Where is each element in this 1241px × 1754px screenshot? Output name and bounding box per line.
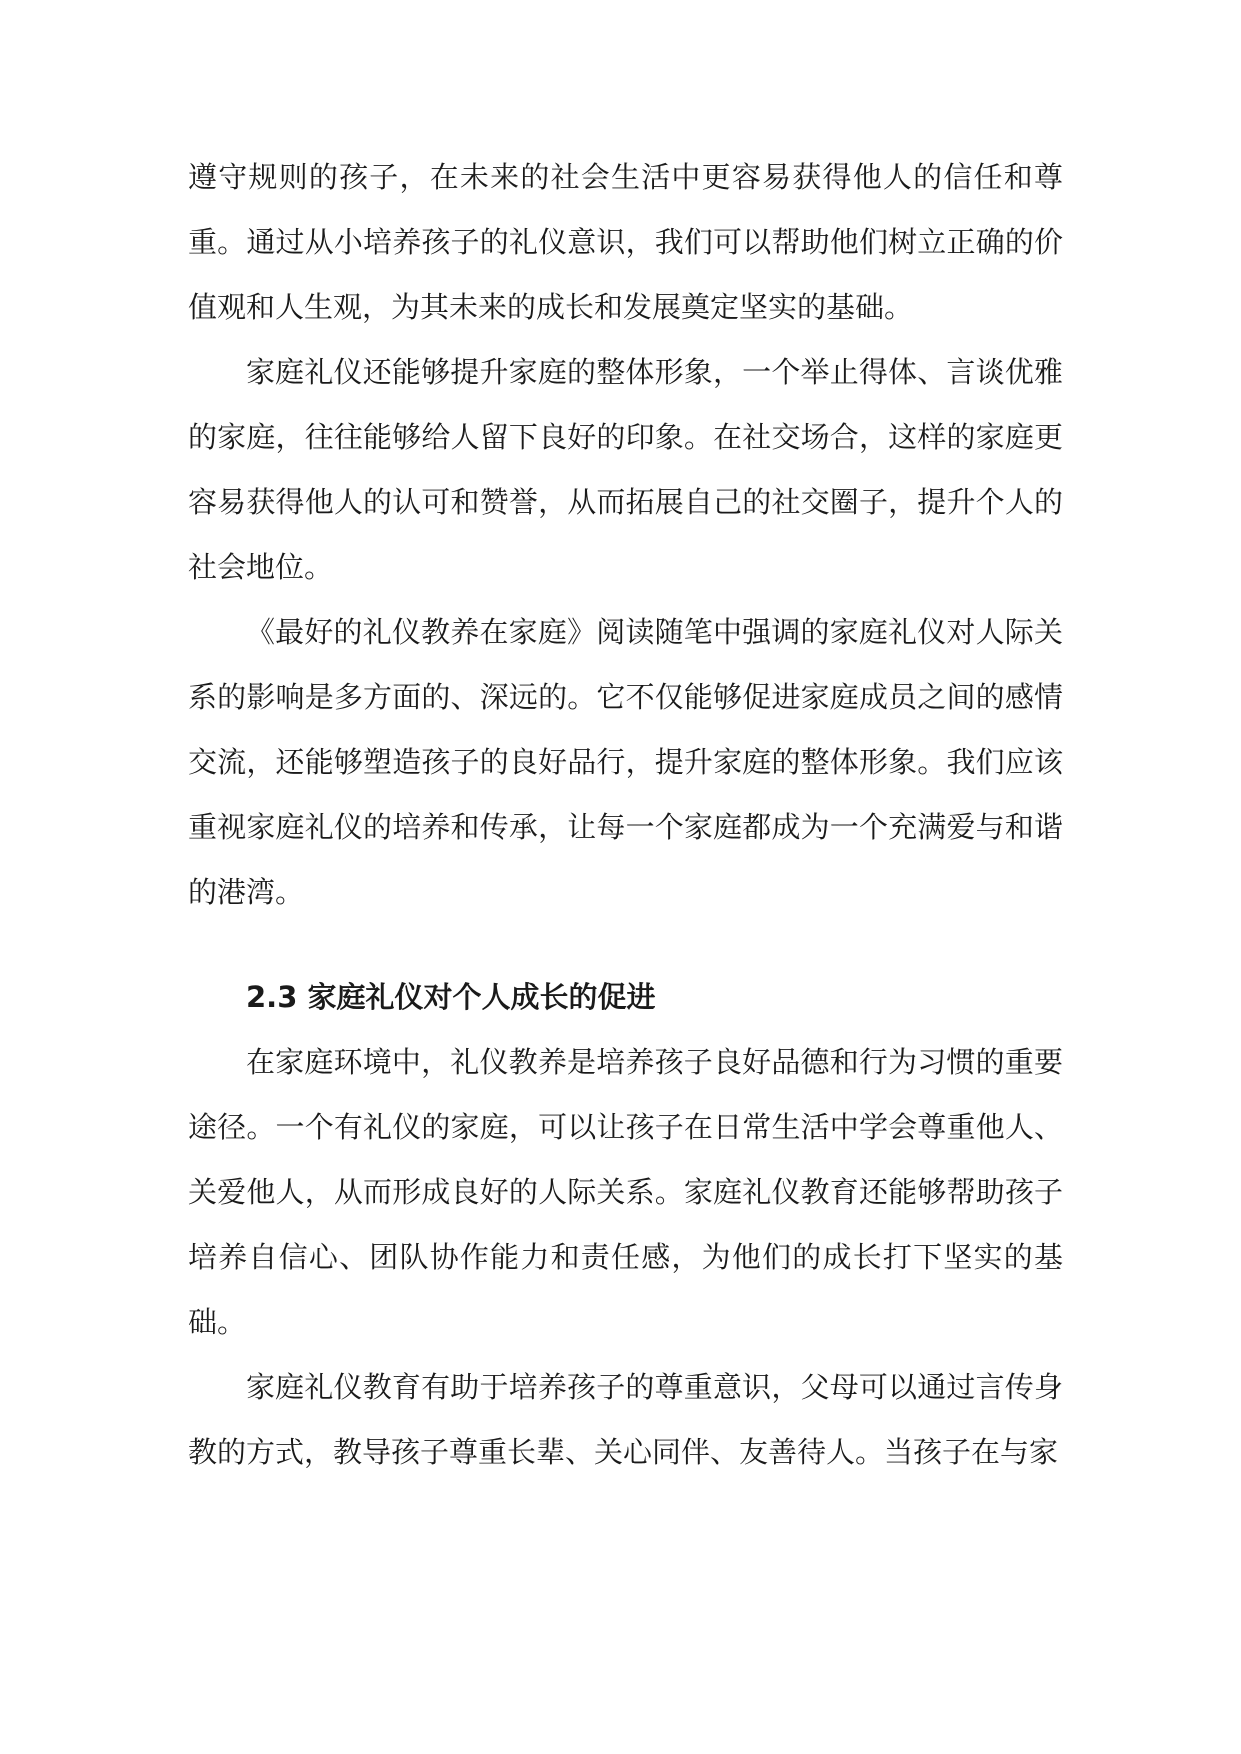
paragraph-etiquette-education: 在家庭环境中，礼仪教养是培养孩子良好品德和行为习惯的重要途径。一个有礼仪的家庭，可以让孩子在日常生活中学会尊重他人、关爱他人，从而形成良好的人际关系。家庭礼仪教育还能够帮助孩子培养自信心、团队协作能力和责任感，为他们的成长打下坚实的基础。 — [188, 1045, 1063, 1339]
paragraph-respect-awareness: 家庭礼仪教育有助于培养孩子的尊重意识，父母可以通过言传身教的方式，教导孩子尊重长辈、关心同伴、友善待人。当孩子在与家 — [188, 1370, 1063, 1469]
paragraph-continuation: 遵守规则的孩子，在未来的社会生活中更容易获得他人的信任和尊重。通过从小培养孩子的礼仪意识，我们可以帮助他们树立正确的价值观和人生观，为其未来的成长和发展奠定坚实的基础。 — [188, 160, 1063, 324]
document-body — [188, 145, 1063, 1485]
paragraph-relationships-summary: 《最好的礼仪教养在家庭》阅读随笔中强调的家庭礼仪对人际关系的影响是多方面的、深远的。它不仅能够促进家庭成员之间的感情交流，还能够塑造孩子的良好品行，提升家庭的整体形象。我们应该重视家庭礼仪的培养和传承，让每一个家庭都成为一个充满爱与和谐的港湾。 — [188, 615, 1063, 909]
paragraph-family-image: 家庭礼仪还能够提升家庭的整体形象，一个举止得体、言谈优雅的家庭，往往能够给人留下良好的印象。在社交场合，这样的家庭更容易获得他人的认可和赞誉，从而拓展自己的社交圈子，提升个人的社会地位。 — [188, 355, 1063, 584]
section-heading: 2.3 家庭礼仪对个人成长的促进 — [246, 980, 656, 1014]
section-spacer — [188, 925, 1063, 943]
